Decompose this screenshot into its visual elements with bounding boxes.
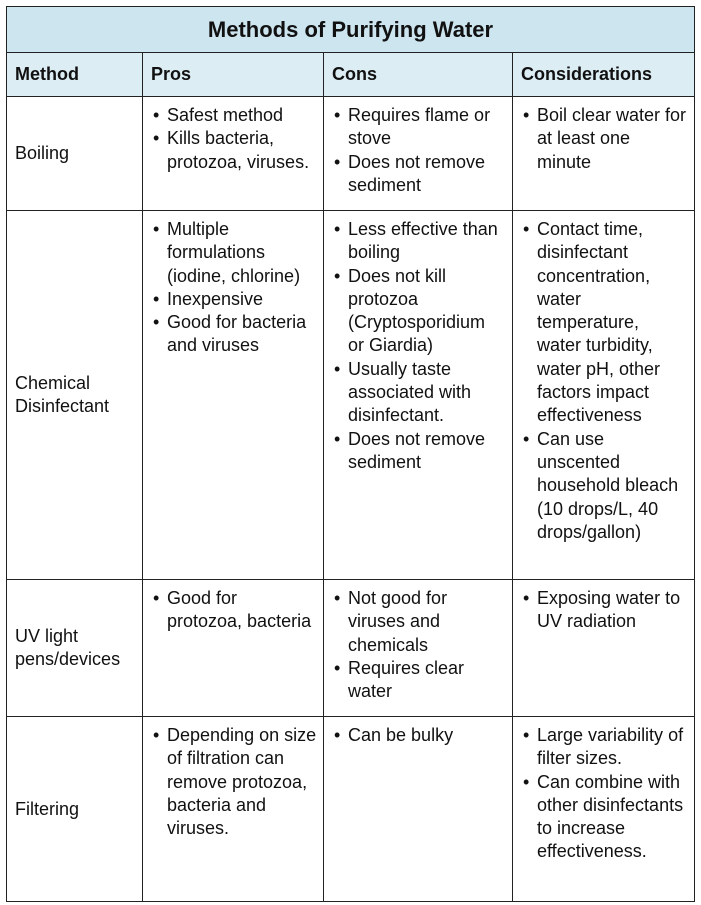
table-row-chemical (7, 211, 695, 580)
list-item: • Requires clear water (334, 657, 506, 704)
list-item: • Requires flame or stove (334, 104, 506, 151)
list-item: • Usually taste associated with disinfectant. (334, 358, 506, 428)
list-item: • Good for protozoa, bacteria (153, 587, 317, 634)
list-item: • Kills bacteria, protozoa, viruses. (153, 127, 317, 174)
method-cell (7, 97, 143, 211)
header-cons: Cons (324, 53, 513, 97)
header-considerations: Considerations (513, 53, 695, 97)
list-item: • Can combine with other disinfectants to increase effectiveness. (523, 771, 688, 864)
cons-cell (324, 211, 513, 580)
method-name: Boiling (15, 143, 70, 163)
list-item: • Less effective than boiling (334, 218, 506, 265)
pros-cell (143, 97, 324, 211)
list-item: • Inexpensive (153, 288, 317, 311)
list-item: • Boil clear water for at least one minute (523, 104, 688, 174)
header-method: Method (7, 53, 143, 97)
list-item: • Can use unscented household bleach (10 drops/L, 40 drops/gallon) (523, 428, 688, 544)
cons-cell (324, 97, 513, 211)
pros-cell (143, 211, 324, 580)
list-item: • Depending on size of filtration can remove protozoa, bacteria and viruses. (153, 724, 317, 840)
purification-table (6, 6, 695, 902)
header-row (7, 53, 695, 97)
list-item: • Does not remove sediment (334, 151, 506, 198)
list-item: • Not good for viruses and chemicals (334, 587, 506, 657)
table-title: Methods of Purifying Water (7, 7, 695, 53)
method-cell (7, 717, 143, 902)
considerations-cell (513, 580, 695, 717)
table-row-filtering (7, 717, 695, 902)
list-item: • Multiple formulations (iodine, chlorine) (153, 218, 317, 288)
method-name: Filtering (15, 798, 80, 819)
list-item: • Can be bulky (334, 724, 506, 747)
method-name: Chemical (15, 373, 91, 393)
method-cell (7, 580, 143, 717)
considerations-cell (513, 717, 695, 902)
pros-cell (143, 580, 324, 717)
considerations-cell (513, 97, 695, 211)
method-name: Disinfectant (15, 396, 110, 416)
list-item: • Does not remove sediment (334, 428, 506, 475)
header-pros: Pros (143, 53, 324, 97)
list-item: • Safest method (153, 104, 317, 127)
list-item: • Large variability of filter sizes. (523, 724, 688, 771)
list-item: • Contact time, disinfectant concentration, water temperature, water turbidity, water pH, other factors impact effectiveness (523, 218, 688, 428)
list-item: • Exposing water to UV radiation (523, 587, 688, 634)
considerations-cell (513, 211, 695, 580)
list-item: • Good for bacteria and viruses (153, 311, 317, 358)
method-name: pens/devices (15, 649, 121, 669)
cons-cell (324, 717, 513, 902)
list-item: • Does not kill protozoa (Cryptosporidium or Giardia) (334, 265, 506, 358)
table-row-uv (7, 580, 695, 717)
cons-cell (324, 580, 513, 717)
pros-cell (143, 717, 324, 902)
title-row (7, 7, 695, 53)
table-row-boiling (7, 97, 695, 211)
method-name: UV light (15, 626, 79, 646)
method-cell (7, 211, 143, 580)
